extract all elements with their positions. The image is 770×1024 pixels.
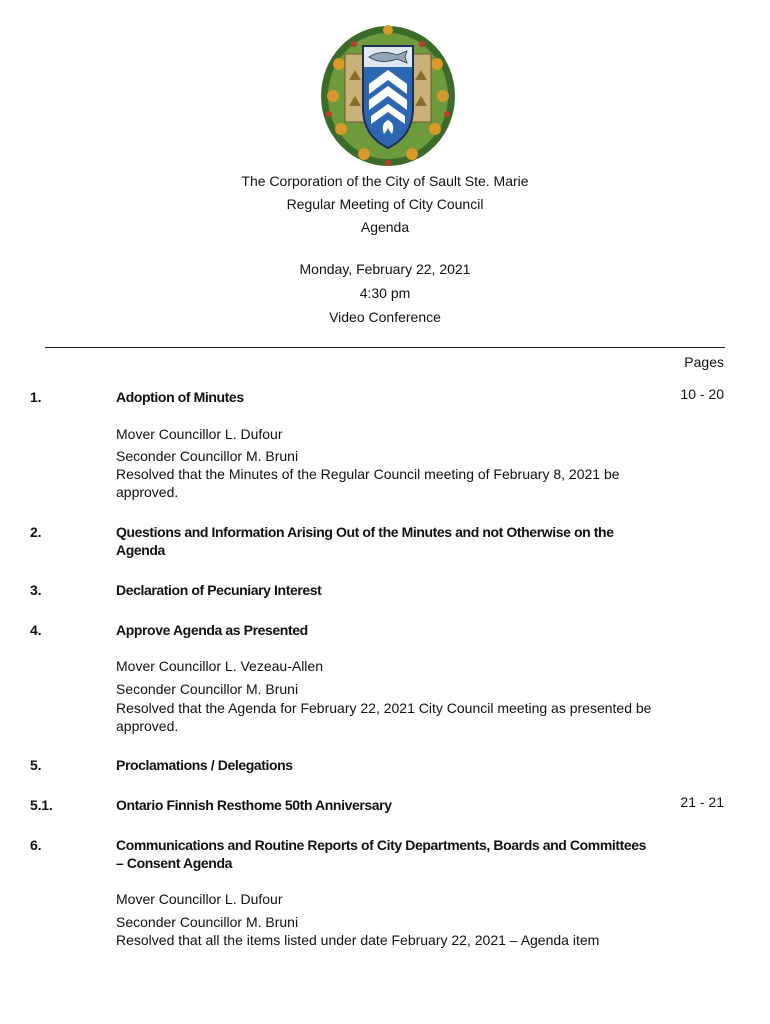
pages-column-header: Pages <box>684 354 724 370</box>
item-title: Adoption of Minutes <box>116 389 244 405</box>
resolution: Resolved that all the items listed under date February 22, 2021 – Agenda item <box>116 932 600 948</box>
mover: Mover Councillor L. Vezeau-Allen <box>116 658 323 674</box>
meeting-location: Video Conference <box>329 309 441 325</box>
meeting-type: Regular Meeting of City Council <box>286 196 484 212</box>
item-number: 3. <box>30 582 42 598</box>
resolution: Resolved that the Minutes of the Regular Council meeting of February 8, 2021 be approved. <box>116 466 620 500</box>
meeting-time: 4:30 pm <box>359 285 411 301</box>
item-number: 1. <box>30 389 42 405</box>
item-title: Declaration of Pecuniary Interest <box>116 582 322 598</box>
item-title: Approve Agenda as Presented <box>116 622 308 638</box>
header-divider <box>45 347 725 348</box>
item-title: Proclamations / Delegations <box>116 757 293 773</box>
organization-name: The Corporation of the City of Sault Ste. Marie <box>241 173 529 189</box>
item-title: Questions and Information Arising Out of the Minutes and not Otherwise on the Agenda <box>116 524 614 558</box>
item-number: 2. <box>30 524 42 540</box>
item-pages: 10 - 20 <box>680 386 724 402</box>
seconder: Seconder Councillor M. Bruni <box>116 448 299 464</box>
city-crest-logo <box>319 24 457 168</box>
item-number: 4. <box>30 622 42 638</box>
mover: Mover Councillor L. Dufour <box>116 891 283 907</box>
item-number: 6. <box>30 837 42 853</box>
item-title: Ontario Finnish Resthome 50th Anniversary <box>116 797 392 813</box>
item-pages: 21 - 21 <box>680 794 724 810</box>
document-title: Agenda <box>360 219 410 235</box>
resolution: Resolved that the Agenda for February 22, 2021 City Council meeting as presented be approved. <box>116 700 652 734</box>
seconder: Seconder Councillor M. Bruni <box>116 914 299 930</box>
item-number: 5. <box>30 757 42 773</box>
seconder: Seconder Councillor M. Bruni <box>116 681 299 697</box>
meeting-date: Monday, February 22, 2021 <box>299 261 471 277</box>
item-number: 5.1. <box>30 797 53 813</box>
item-title: Communications and Routine Reports of City Departments, Boards and Committees – Consent Agenda <box>116 837 647 871</box>
mover: Mover Councillor L. Dufour <box>116 426 283 442</box>
